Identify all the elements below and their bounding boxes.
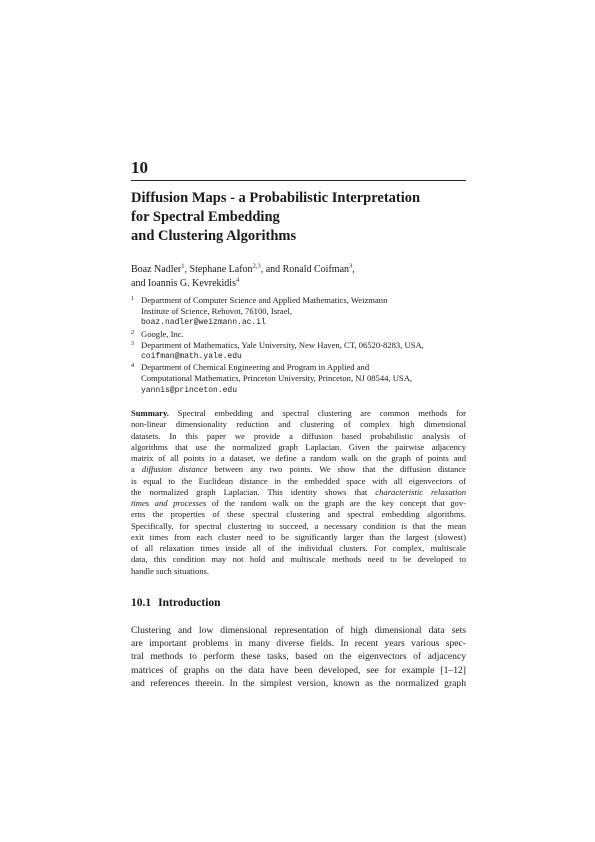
- author-affil-mark: 3: [349, 262, 353, 270]
- intro-line: matrices of graphs on the data have been developed, see for example [1–12]: [131, 664, 466, 676]
- summary-line: of all relaxation times inside all of the individual clusters. For complex, multiscale: [131, 543, 466, 553]
- summary-text: of the random walk on the graph are the key concept that gov-: [206, 498, 466, 508]
- affiliation-text: Department of Computer Science and Applied Mathematics, Weizmann: [141, 295, 388, 305]
- summary-line: is equal to the Euclidean distance in the embedded space with all eigenvectors of: [131, 475, 466, 486]
- affiliations: [131, 295, 466, 396]
- summary-emphasis: characteristic relaxation: [375, 486, 466, 497]
- summary-line: [131, 464, 466, 475]
- author-list: [131, 263, 466, 291]
- summary-text: Spectral embedding and spectral clustering are common methods for: [168, 408, 466, 418]
- summary-line: datasets. In this paper we provide a diffusion based probabilistic analysis of: [131, 430, 466, 441]
- intro-paragraph: [131, 624, 466, 690]
- summary-emphasis: times and processes: [131, 498, 207, 508]
- affiliation-4: [131, 362, 466, 396]
- chapter-number: 10: [131, 158, 148, 177]
- summary-text: the normalized graph Laplacian. This identity shows that: [131, 486, 376, 497]
- summary-text: a: [131, 464, 142, 475]
- intro-line: are important problems in many diverse fields. In recent years various spec-: [131, 638, 466, 650]
- paper-title: [131, 189, 466, 246]
- summary-line: erns the properties of these spectral clustering and spectral embedding algorithms.: [131, 509, 466, 520]
- summary-line: data, this condition may not hold and multiscale methods need to be developed to: [131, 554, 466, 565]
- title-line-1: Diffusion Maps - a Probabilistic Interpretation: [131, 190, 421, 206]
- chapter-rule: [131, 180, 466, 181]
- author-affil-mark: 2,3: [252, 262, 261, 270]
- affiliation-number: 3: [131, 339, 135, 347]
- author-line-2: [131, 277, 466, 291]
- section-number: 10.1: [131, 597, 152, 609]
- affiliation-email[interactable]: boaz.nadler@weizmann.ac.il: [141, 318, 266, 328]
- affiliation-text: Computational Mathematics, Princeton University, Princeton, NJ 08544, USA,: [141, 373, 413, 384]
- affiliation-text: Institute of Science, Rehovot, 76100, Israel,: [141, 306, 293, 317]
- section-heading: [131, 597, 466, 609]
- intro-line: Clustering and low dimensional representation of high dimensional data sets: [131, 625, 466, 636]
- intro-line: tral methods to perform these tasks, based on the eigenvectors of adjacency: [131, 651, 466, 663]
- summary-label: Summary.: [131, 408, 169, 418]
- author-name: and Ioannis G. Kevrekidis: [131, 278, 236, 289]
- summary-line: [131, 498, 466, 509]
- affiliation-email[interactable]: coifman@math.yale.edu: [141, 352, 242, 362]
- affiliation-email[interactable]: yannis@princeton.edu: [141, 385, 238, 395]
- affiliation-text: Google, Inc.: [141, 328, 184, 339]
- author-name: , Stephane Lafon: [184, 264, 253, 275]
- author-line-1: [131, 263, 466, 277]
- section-title: Introduction: [158, 597, 221, 609]
- affiliation-number: 1: [131, 295, 135, 302]
- affiliation-number: 4: [131, 362, 135, 370]
- summary-emphasis: diffusion distance: [141, 464, 208, 475]
- intro-line: and references therein. In the simplest version, known as the normalized graph: [131, 677, 466, 689]
- affiliation-text: Department of Mathematics, Yale University, New Haven, CT, 06520-8283, USA,: [141, 339, 424, 350]
- author-name: , and Ronald Coifman: [260, 264, 350, 275]
- author-affil-mark: 4: [235, 276, 240, 284]
- summary-line: exit times from each cluster need to be significantly larger than the largest (slowest): [131, 531, 466, 542]
- title-line-3: and Clustering Algorithms: [131, 228, 297, 244]
- author-separator: ,: [352, 264, 355, 275]
- affiliation-text: Department of Chemical Engineering and Program in Applied and: [141, 362, 370, 373]
- summary-line: algorithms that use the normalized graph Laplacian. Given the pairwise adjacency: [131, 441, 466, 452]
- author-affil-mark: 1: [181, 262, 185, 270]
- summary-line: [131, 408, 466, 419]
- affiliation-2: [131, 329, 466, 340]
- summary-text: between any two points. We show that the diffusion distance: [207, 464, 466, 475]
- title-line-2: for Spectral Embedding: [131, 209, 280, 225]
- summary-abstract: [131, 408, 466, 577]
- summary-line: [131, 487, 466, 498]
- summary-line: Specifically, for spectral clustering to succeed, a necessary condition is that the mean: [131, 520, 466, 531]
- summary-line: non-linear dimensionality reduction and clustering of complex high dimensional: [131, 419, 466, 430]
- summary-line: handle such situations.: [131, 565, 210, 576]
- affiliation-number: 2: [131, 328, 135, 336]
- author-name: Boaz Nadler: [131, 264, 182, 275]
- affiliation-3: [131, 340, 466, 362]
- summary-line: matrix of all points in a dataset, we define a random walk on the graph of points and: [131, 453, 466, 463]
- affiliation-1: [131, 295, 466, 329]
